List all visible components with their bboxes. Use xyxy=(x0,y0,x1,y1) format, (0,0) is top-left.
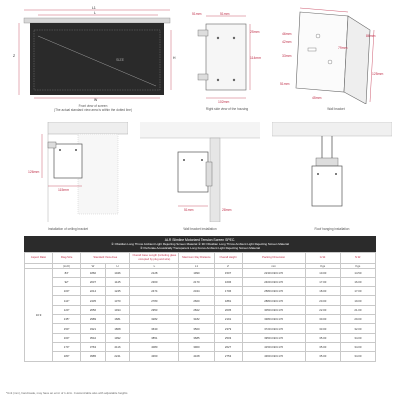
spec-unit-cell: H xyxy=(105,263,130,268)
table-cell: 2474 xyxy=(130,287,179,296)
table-cell: 110" xyxy=(53,296,81,305)
table-cell: 2128 xyxy=(130,268,179,277)
table-cell: 1860 xyxy=(81,268,106,277)
table-cell: 1494 xyxy=(105,305,130,314)
table-cell: 2191 xyxy=(214,315,242,324)
front-view-diagram xyxy=(8,6,178,102)
roof-install-diagram xyxy=(272,122,392,222)
spec-header-cell: Aspect Ratio xyxy=(25,252,53,263)
spec-unit-cell: Z xyxy=(214,263,242,268)
spec-unit-cell: mm xyxy=(242,263,305,268)
side-dim-3: 25mm xyxy=(250,30,260,34)
spec-header-cell: N.W. xyxy=(340,252,375,263)
table-cell: 14.50 xyxy=(340,268,375,277)
table-cell: 3321 xyxy=(81,324,106,333)
table-cell: 2989 xyxy=(81,315,106,324)
table-cell: 120" xyxy=(53,305,81,314)
table-row xyxy=(25,342,376,351)
table-cell: 135" xyxy=(53,315,81,324)
ceiling-dim-1: 126mm xyxy=(28,170,40,174)
spec-material-line1: ① Obsidian Long Throw Ambient Light Rejecting Screen Material ② 3D Obsidian Long Throw Ambient Light Rejecting Screen Material xyxy=(111,242,289,247)
table-cell: 1990 xyxy=(179,268,214,277)
spec-material-line2: ③ Perforate Acoustically Transparent Long Focus Ambient Light Rejecting Screen Material xyxy=(140,246,260,251)
table-cell: 3380×190×170 xyxy=(242,315,305,324)
table-cell: 2780 xyxy=(130,296,179,305)
table-cell: 3720×190×170 xyxy=(242,324,305,333)
table-cell: 21.00 xyxy=(340,305,375,314)
dim-label-H: H xyxy=(173,56,176,60)
table-cell: 1507 xyxy=(214,268,242,277)
table-cell: 35.00 xyxy=(305,342,340,351)
table-cell: 17.00 xyxy=(305,277,340,286)
bracket-dim-1: 86mm xyxy=(366,34,376,38)
spec-unit-cell: Kgs xyxy=(340,263,375,268)
table-cell: 19.00 xyxy=(340,296,375,305)
table-cell: 2753 xyxy=(214,352,242,361)
size-label: SIZE xyxy=(116,58,124,62)
table-cell: 2880×190×170 xyxy=(242,296,305,305)
side-dim-2: 51mm xyxy=(220,12,230,16)
ceiling-install-caption: Installation of ceiling bracket xyxy=(47,227,89,231)
dim-label-L: L xyxy=(94,11,96,15)
table-cell: 2170 xyxy=(179,277,214,286)
table-cell: 1046 xyxy=(105,268,130,277)
spec-header-banner xyxy=(24,236,376,252)
spec-header-cell: Overall Case Length (including glass occupied by plug and wire) xyxy=(130,252,179,263)
table-cell: 1881 xyxy=(214,296,242,305)
side-view-caption: Right side view of the housing xyxy=(205,107,249,111)
bracket-dim-4: 33mm xyxy=(282,54,292,58)
wall-install-caption: Wall bracket installation xyxy=(183,227,217,231)
spec-unit-cell: L1 xyxy=(179,263,214,268)
table-row xyxy=(25,287,376,296)
table-row xyxy=(25,305,376,314)
table-cell: 10.00 xyxy=(305,268,340,277)
table-row xyxy=(25,352,376,361)
spec-header-cell: Standard View Area xyxy=(81,252,130,263)
wall-install-drawing xyxy=(140,122,260,222)
table-cell: 33.00 xyxy=(305,324,340,333)
wall-bracket-drawing xyxy=(278,6,394,104)
spec-unit-cell: (inch) xyxy=(53,263,81,268)
table-cell: 2580×190×170 xyxy=(242,287,305,296)
spec-footnote: *Unit (mm), handmade, may have an error of 1-2cm. Customizable also with adjustable heights xyxy=(6,391,128,395)
table-cell: 4108 xyxy=(179,352,214,361)
table-cell: 17.00 xyxy=(340,287,375,296)
table-cell: 20.00 xyxy=(305,296,340,305)
table-cell: 3182 xyxy=(179,315,214,324)
table-cell: 22.00 xyxy=(305,305,340,314)
table-cell: 4080 xyxy=(130,342,179,351)
table-cell: 16.00 xyxy=(340,277,375,286)
table-cell: 2656 xyxy=(81,305,106,314)
table-cell: 2241 xyxy=(105,352,130,361)
table-cell: 160" xyxy=(53,333,81,342)
table-cell: 1245 xyxy=(105,287,130,296)
dim-label-Z: Z xyxy=(13,54,16,58)
table-cell: 1992 xyxy=(105,333,130,342)
table-row xyxy=(25,296,376,305)
table-cell: 100" xyxy=(53,287,81,296)
table-cell: 2627 xyxy=(214,342,242,351)
table-cell: 2379 xyxy=(214,324,242,333)
table-row xyxy=(25,268,376,277)
ceiling-install-drawing xyxy=(8,122,128,222)
table-row xyxy=(25,324,376,333)
spec-title: ALR Slimline Motorized Tension Screen SPEC. xyxy=(164,237,236,242)
table-cell: 35.00 xyxy=(305,333,340,342)
table-cell: 2435 xyxy=(81,296,106,305)
bracket-dim-8: 45mm xyxy=(312,96,322,100)
spec-unit-cell: W xyxy=(81,263,106,268)
table-cell: 2005 xyxy=(214,305,242,314)
bracket-dim-3: 42mm xyxy=(282,40,292,44)
spec-unit-cell: L xyxy=(130,263,179,268)
wall-install-dim-1: 51mm xyxy=(184,208,194,212)
table-cell: 3630 xyxy=(130,324,179,333)
table-cell: 2822 xyxy=(179,305,214,314)
table-cell: 34.00 xyxy=(340,342,375,351)
bracket-dim-2: 46mm xyxy=(282,32,292,36)
side-dim-4: 114mm xyxy=(250,56,262,60)
table-cell: 150" xyxy=(53,324,81,333)
table-cell: 3542 xyxy=(81,333,106,342)
table-cell: 1706 xyxy=(214,287,242,296)
table-cell: 32.00 xyxy=(340,324,375,333)
table-cell: 18.00 xyxy=(305,287,340,296)
front-view-drawing xyxy=(8,6,178,102)
spec-section xyxy=(24,236,376,362)
ceiling-dim-2: 115mm xyxy=(58,188,70,192)
table-cell: 3900 xyxy=(179,342,214,351)
table-cell: 4360×190×170 xyxy=(242,352,305,361)
spec-header-cell: Maximum Ray Distance xyxy=(179,252,214,263)
table-cell: 1606 xyxy=(214,277,242,286)
roof-install-drawing xyxy=(272,122,392,222)
table-cell: 34.00 xyxy=(340,352,375,361)
table-cell: 29.00 xyxy=(340,315,375,324)
table-cell: 34.00 xyxy=(340,333,375,342)
spec-header-cell: Overall Height xyxy=(214,252,242,263)
spec-table xyxy=(24,252,376,362)
roof-install-caption: Roof hanging installation xyxy=(314,227,350,231)
table-cell: 35.00 xyxy=(305,352,340,361)
table-cell: 2230×190×170 xyxy=(242,268,305,277)
wall-install-dim-2: 28mm xyxy=(222,208,232,212)
table-cell: 3500 xyxy=(179,324,214,333)
bracket-dim-7: 51mm xyxy=(280,82,290,86)
table-cell: 1370 xyxy=(105,296,130,305)
table-cell: 92" xyxy=(53,277,81,286)
table-row xyxy=(25,277,376,286)
table-cell: 4150×190×170 xyxy=(242,342,305,351)
table-cell: 3050×190×170 xyxy=(242,305,305,314)
table-cell: 1681 xyxy=(105,315,130,324)
table-cell: 2400×190×170 xyxy=(242,277,305,286)
wall-bracket-diagram xyxy=(278,6,394,104)
table-cell: 3763 xyxy=(81,342,106,351)
table-cell: 2344 xyxy=(179,287,214,296)
table-cell: 2953 xyxy=(130,305,179,314)
dim-label-L1: L1 xyxy=(92,6,96,10)
table-cell: 2214 xyxy=(81,287,106,296)
spec-unit-cell: Kgs xyxy=(305,263,340,268)
spec-header-row xyxy=(25,252,376,263)
table-cell: 1868 xyxy=(105,324,130,333)
table-cell: 2116 xyxy=(105,342,130,351)
aspect-ratio-cell: 16:9 xyxy=(25,268,53,361)
table-row xyxy=(25,333,376,342)
wall-install-diagram xyxy=(140,122,260,222)
table-cell: 3950×190×170 xyxy=(242,333,305,342)
side-dim-1: 51mm xyxy=(192,12,202,16)
table-cell: 2037 xyxy=(81,277,106,286)
front-view-subcaption: (The actual standard view area is within the dotted line) xyxy=(54,108,132,112)
table-cell: 2300 xyxy=(130,277,179,286)
table-cell: 3851 xyxy=(130,333,179,342)
table-cell: 30.00 xyxy=(305,315,340,324)
table-cell: 84" xyxy=(53,268,81,277)
table-cell: 1145 xyxy=(105,277,130,286)
ceiling-install-diagram xyxy=(8,122,128,222)
table-row xyxy=(25,315,376,324)
spec-header-cell: G.W. xyxy=(305,252,340,263)
table-cell: 4360 xyxy=(130,352,179,361)
table-cell: 170" xyxy=(53,342,81,351)
bracket-dim-6: 125mm xyxy=(372,72,384,76)
table-cell: 180" xyxy=(53,352,81,361)
table-cell: 2600 xyxy=(179,296,214,305)
spec-header-cell: Diag.Size xyxy=(53,252,81,263)
spec-header-cell: Packing Dimension xyxy=(242,252,305,263)
table-cell: 3685 xyxy=(179,333,214,342)
bracket-dim-5: 79mm xyxy=(338,46,348,50)
dim-label-W: W xyxy=(94,98,98,102)
table-cell: 3282 xyxy=(130,315,179,324)
side-dim-5: 102mm xyxy=(218,100,230,104)
table-cell: 2503 xyxy=(214,333,242,342)
front-view-caption: Front view of screen xyxy=(78,104,108,108)
wall-bracket-caption: Wall bracket xyxy=(327,107,345,111)
side-view-diagram xyxy=(186,10,268,106)
table-cell: 3985 xyxy=(81,352,106,361)
